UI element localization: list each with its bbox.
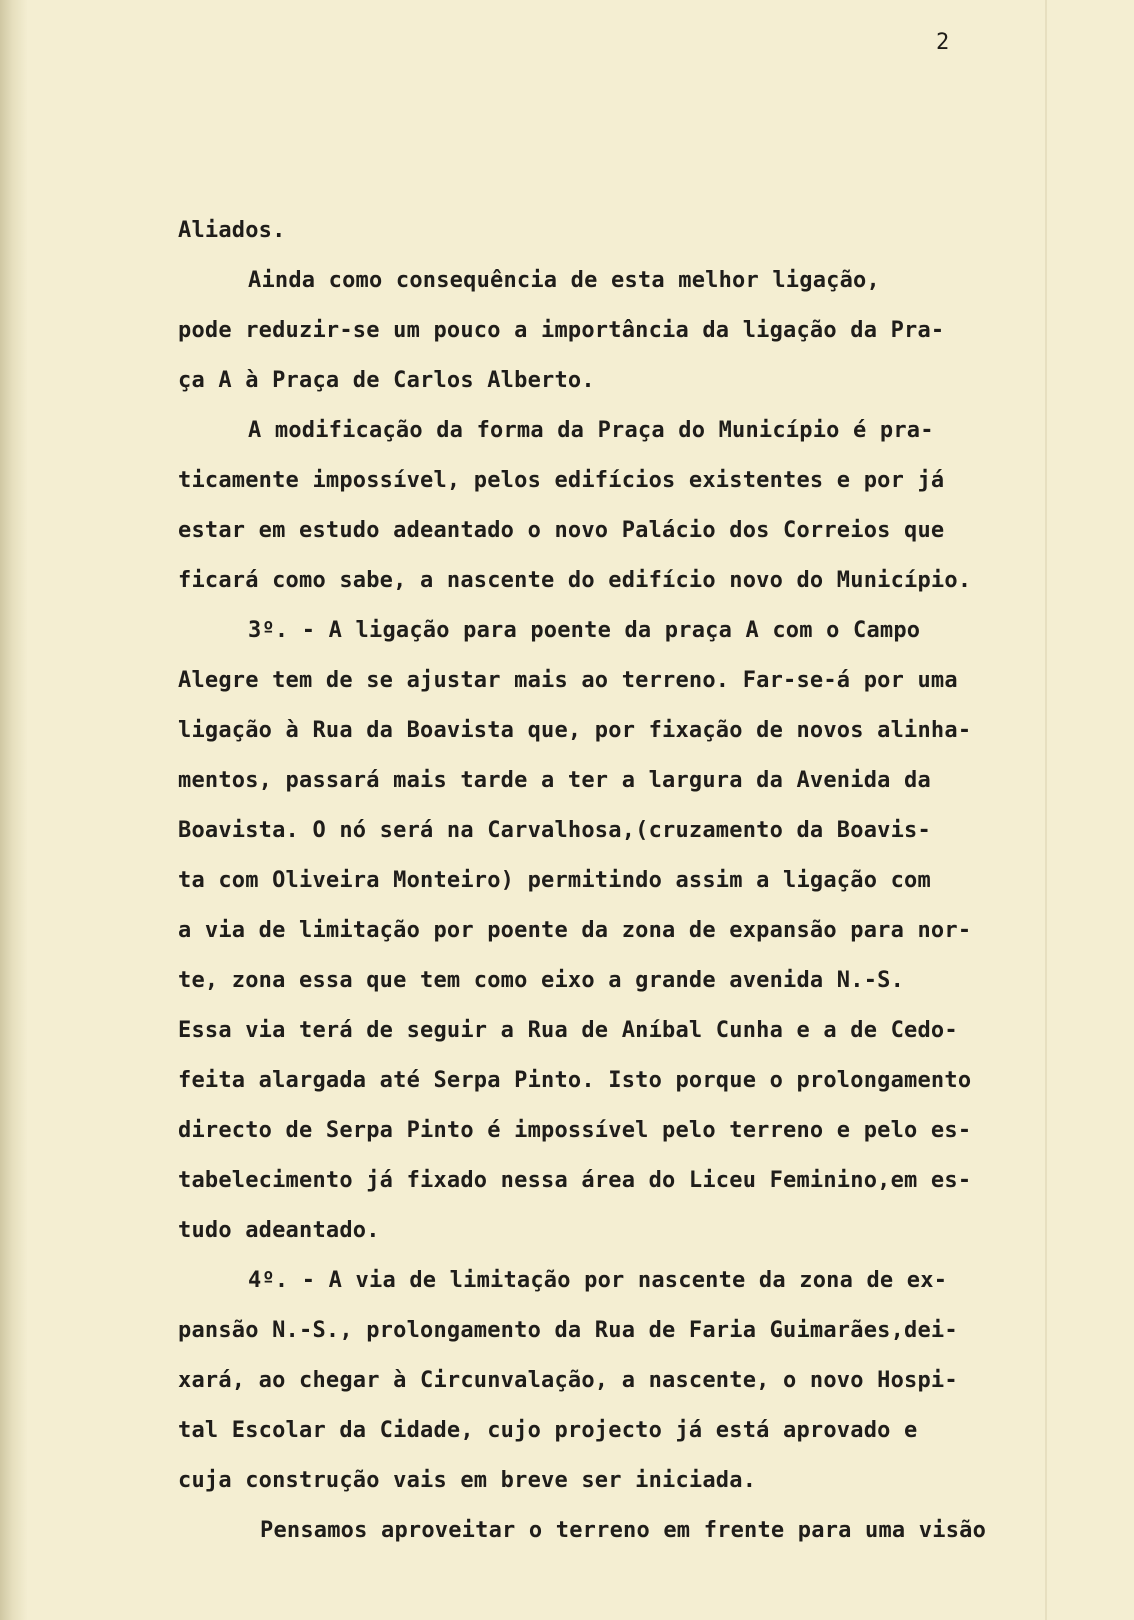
text-line: ficará como sabe, a nascente do edifício novo do Município. xyxy=(178,568,972,593)
text-line: cuja construção vais em breve ser iniciada. xyxy=(178,1468,757,1493)
text-line: tudo adeantado. xyxy=(178,1218,380,1243)
page-number: 2 xyxy=(936,30,950,55)
text-line: 4º. - A via de limitação por nascente da zona de ex- xyxy=(248,1268,948,1293)
text-line: feita alargada até Serpa Pinto. Isto porque o prolongamento xyxy=(178,1068,972,1093)
text-line: A modificação da forma da Praça do Município é pra- xyxy=(248,418,934,443)
text-line: ça A à Praça de Carlos Alberto. xyxy=(178,368,595,393)
text-line: ta com Oliveira Monteiro) permitindo assim a ligação com xyxy=(178,868,931,893)
paper-edge xyxy=(0,0,28,1620)
text-line: te, zona essa que tem como eixo a grande avenida N.-S. xyxy=(178,968,905,993)
text-line: xará, ao chegar à Circunvalação, a nascente, o novo Hospi- xyxy=(178,1368,958,1393)
text-line: a via de limitação por poente da zona de expansão para nor- xyxy=(178,918,972,943)
text-line: Ainda como consequência de esta melhor ligação, xyxy=(248,268,880,293)
text-line: directo de Serpa Pinto é impossível pelo terreno e pelo es- xyxy=(178,1118,972,1143)
text-line: estar em estudo adeantado o novo Palácio dos Correios que xyxy=(178,518,945,543)
typewritten-body xyxy=(178,206,1083,1556)
text-line: ligação à Rua da Boavista que, por fixação de novos alinha- xyxy=(178,718,972,743)
text-line: pansão N.-S., prolongamento da Rua de Faria Guimarães,dei- xyxy=(178,1318,958,1343)
text-line: Pensamos aproveitar o terreno em frente para uma visão xyxy=(260,1518,987,1543)
text-line: tabelecimento já fixado nessa área do Liceu Feminino,em es- xyxy=(178,1168,972,1193)
text-line: 3º. - A ligação para poente da praça A com o Campo xyxy=(248,618,921,643)
text-line: Essa via terá de seguir a Rua de Aníbal Cunha e a de Cedo- xyxy=(178,1018,958,1043)
text-line: pode reduzir-se um pouco a importância da ligação da Pra- xyxy=(178,318,945,343)
text-line: mentos, passará mais tarde a ter a largura da Avenida da xyxy=(178,768,931,793)
text-line: tal Escolar da Cidade, cujo projecto já está aprovado e xyxy=(178,1418,918,1443)
text-line: Alegre tem de se ajustar mais ao terreno. Far-se-á por uma xyxy=(178,668,958,693)
text-line: ticamente impossível, pelos edifícios existentes e por já xyxy=(178,468,945,493)
text-line: Boavista. O nó será na Carvalhosa,(cruzamento da Boavis- xyxy=(178,818,931,843)
text-line: Aliados. xyxy=(178,218,286,243)
